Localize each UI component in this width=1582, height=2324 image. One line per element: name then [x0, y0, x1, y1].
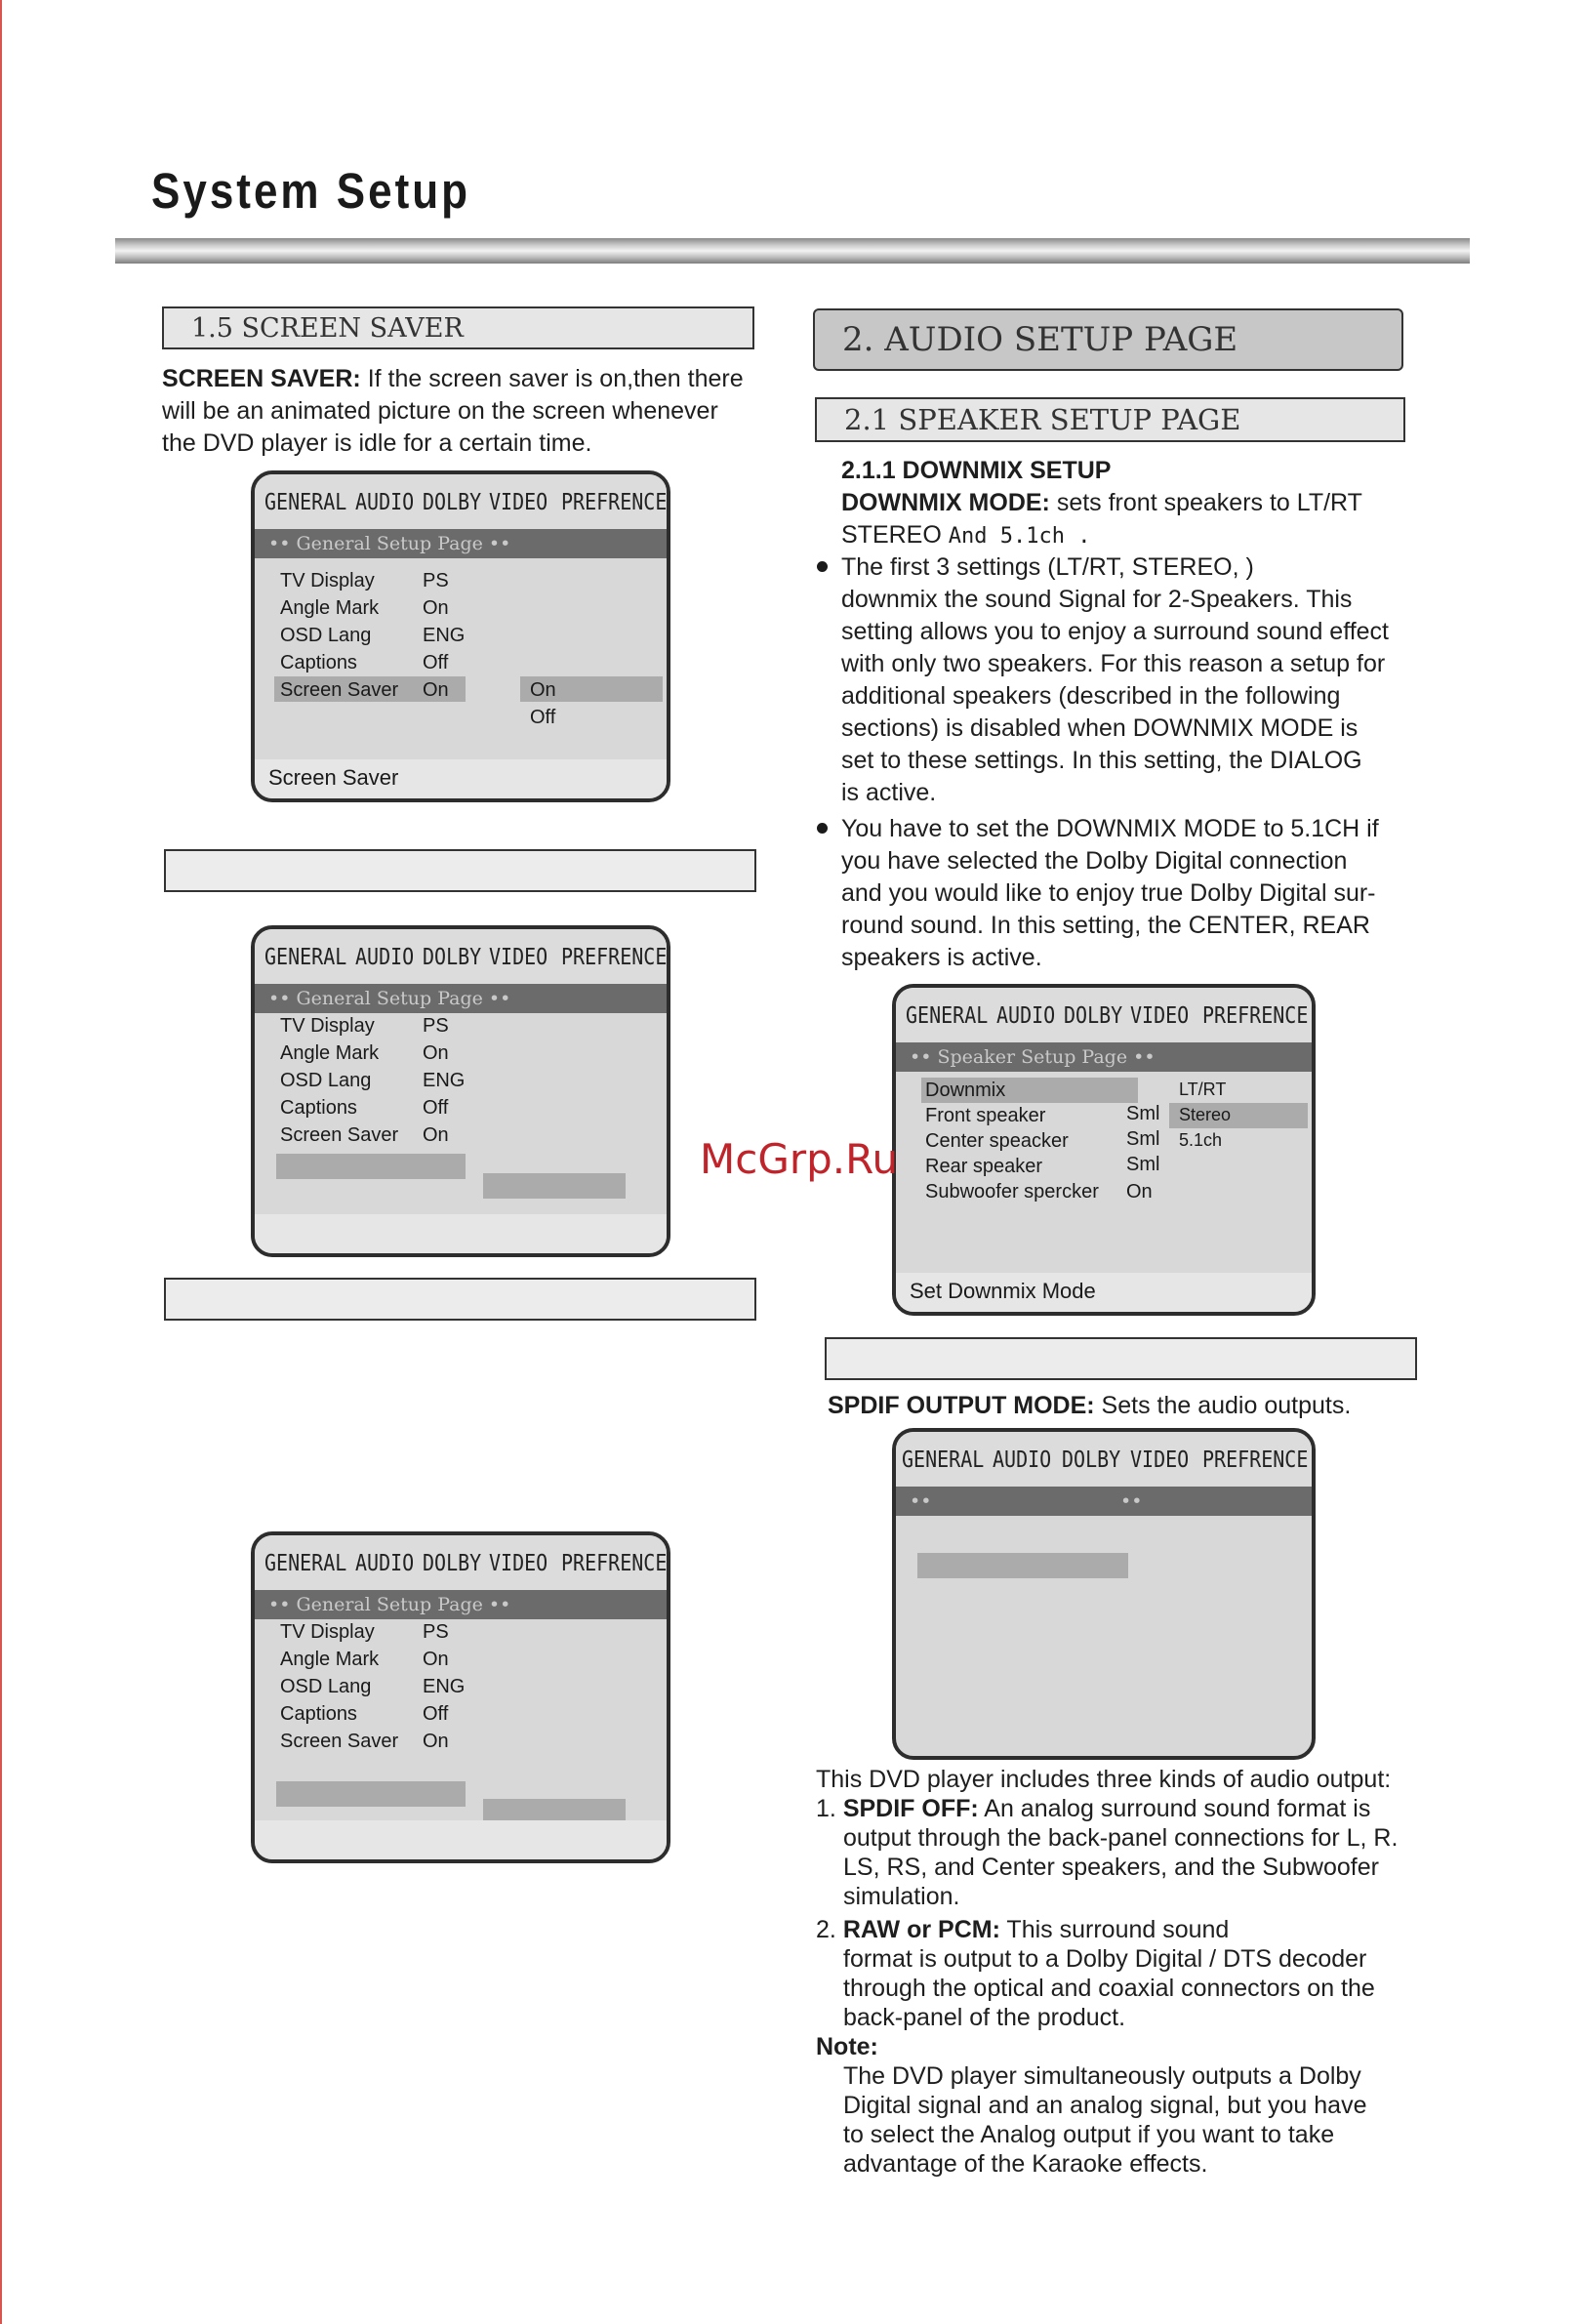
menu-item-label[interactable]: Downmix: [925, 1080, 1006, 1101]
menu-item-value: On: [1126, 1181, 1153, 1203]
menu-item-value: PS: [423, 1015, 449, 1037]
menu-item-label[interactable]: Captions: [280, 652, 357, 673]
bullet-1-line: is active.: [841, 779, 937, 806]
screen-saver-label: SCREEN SAVER:: [162, 365, 361, 392]
audio-output-list: [816, 1765, 1398, 2179]
menu-item-label[interactable]: OSD Lang: [280, 625, 372, 646]
tab-audio[interactable]: AUDIO: [996, 1001, 1056, 1029]
note-text: to select the Analog output if you want to take: [843, 2121, 1335, 2148]
option-stereo[interactable]: Stereo: [1179, 1105, 1232, 1124]
tab-video[interactable]: VIDEO: [489, 488, 548, 515]
bullet-1-line: setting allows you to enjoy a surround sound effect: [841, 618, 1389, 645]
menu-item-value: Sml: [1126, 1154, 1160, 1175]
spdif-off-label: SPDIF OFF:: [842, 1795, 979, 1822]
blank-section-bar: [825, 1337, 1417, 1380]
osd-menu-screen-saver: [251, 470, 670, 802]
bullet-2-paragraph: [841, 813, 1379, 974]
spdif-label: SPDIF OUTPUT MODE:: [828, 1392, 1095, 1419]
menu-tabs: [255, 929, 667, 984]
screen-saver-text-3: the DVD player is idle for a certain time.: [162, 429, 592, 457]
tab-dolby[interactable]: DOLBY: [423, 943, 482, 970]
raw-pcm-text: back-panel of the product.: [843, 2004, 1126, 2031]
screen-saver-text-2: will be an animated picture on the screen whenever: [162, 397, 718, 425]
tab-preference[interactable]: PREFRENCE: [1202, 1446, 1309, 1473]
menu-footer: Set Downmix Mode: [896, 1273, 1312, 1312]
tab-video[interactable]: VIDEO: [1130, 1446, 1190, 1473]
menu-item-value: Off: [423, 1703, 449, 1725]
section-1-5-bar: [162, 306, 754, 349]
bullet-2-line: and you would like to enjoy true Dolby Digital sur-: [841, 879, 1376, 907]
tab-audio[interactable]: AUDIO: [355, 1549, 415, 1576]
tab-audio[interactable]: AUDIO: [355, 943, 415, 970]
downmix-text-2b: And 5.1ch .: [948, 524, 1091, 549]
screen-saver-paragraph: [162, 363, 744, 460]
tab-preference[interactable]: PREFRENCE: [561, 943, 668, 970]
menu-tabs: [255, 1535, 667, 1590]
osd-menu-speaker-setup: [892, 984, 1316, 1316]
menu-item-label[interactable]: Screen Saver: [280, 1124, 399, 1146]
tab-general[interactable]: GENERAL: [906, 1001, 989, 1029]
spdif-paragraph: [828, 1390, 1351, 1422]
menu-item-value: ENG: [423, 625, 466, 646]
tab-preference[interactable]: PREFRENCE: [561, 488, 668, 515]
item-number: 1.: [816, 1795, 836, 1822]
menu-subtitle: •• General Setup Page ••: [255, 529, 667, 558]
option-lt-rt[interactable]: LT/RT: [1179, 1080, 1227, 1099]
bullet-dot: [817, 823, 828, 834]
tab-general[interactable]: GENERAL: [264, 488, 347, 515]
watermark-text: McGrp.Ru: [700, 1135, 899, 1183]
tab-general[interactable]: GENERAL: [902, 1446, 985, 1473]
menu-item-value: PS: [423, 570, 449, 591]
menu-item-label[interactable]: Rear speaker: [925, 1156, 1043, 1177]
bullet-1-line: downmix the sound Signal for 2-Speakers. This: [841, 586, 1353, 613]
raw-pcm-text: This surround sound: [999, 1916, 1230, 1943]
tab-dolby[interactable]: DOLBY: [423, 1549, 482, 1576]
menu-tabs: [255, 474, 667, 529]
menu-item-label[interactable]: Center speacker: [925, 1130, 1069, 1152]
spdif-off-text: An analog surround sound format is: [978, 1795, 1371, 1822]
tab-dolby[interactable]: DOLBY: [1064, 1001, 1123, 1029]
tab-general[interactable]: GENERAL: [264, 943, 347, 970]
menu-item-label[interactable]: Screen Saver: [280, 1731, 399, 1752]
menu-item-value: Off: [423, 1097, 449, 1119]
selected-row-highlight: [276, 1781, 466, 1807]
menu-item-label[interactable]: TV Display: [280, 1015, 375, 1037]
selected-row-highlight: [917, 1553, 1128, 1578]
menu-item-value: On: [423, 597, 449, 619]
menu-subtitle: [896, 1487, 1312, 1516]
option-off[interactable]: Off: [530, 707, 556, 728]
osd-menu-general-3: [251, 1531, 670, 1863]
raw-pcm-text: through the optical and coaxial connectors on the: [843, 1975, 1375, 2002]
bullet-1-paragraph: [841, 551, 1389, 809]
tab-video[interactable]: VIDEO: [489, 1549, 548, 1576]
page-title: System Setup: [151, 164, 470, 220]
downmix-heading: 2.1.1 DOWNMIX SETUP: [841, 457, 1112, 484]
section-1-5-title: 1.5 SCREEN SAVER: [191, 312, 464, 344]
blank-section-bar: [164, 849, 756, 892]
menu-item-label[interactable]: Angle Mark: [280, 597, 380, 619]
menu-item-value: On: [423, 1649, 449, 1670]
menu-item-label[interactable]: Captions: [280, 1703, 357, 1725]
spdif-off-text: output through the back-panel connections for L, R.: [843, 1824, 1399, 1852]
menu-item-value: On: [423, 1042, 449, 1064]
bullet-2-line: round sound. In this setting, the CENTER, REAR: [841, 912, 1370, 939]
menu-tabs: [896, 1432, 1312, 1487]
spdif-off-text: LS, RS, and Center speakers, and the Subwoofer: [843, 1854, 1379, 1881]
menu-item-label[interactable]: Captions: [280, 1097, 357, 1119]
section-2-bar: [813, 308, 1403, 371]
bullet-1-line: additional speakers (described in the following: [841, 682, 1341, 710]
bullet-1-line: sections) is disabled when DOWNMIX MODE is: [841, 714, 1359, 742]
menu-item-label[interactable]: Subwoofer spercker: [925, 1181, 1099, 1203]
option-5-1ch[interactable]: 5.1ch: [1179, 1130, 1223, 1150]
raw-label: RAW or: [842, 1916, 932, 1943]
tab-dolby[interactable]: DOLBY: [423, 488, 482, 515]
menu-item-label[interactable]: OSD Lang: [280, 1676, 372, 1697]
screen-saver-text-1: If the screen saver is on,then there: [360, 365, 744, 392]
menu-item-value: On: [423, 679, 449, 701]
bullet-2-line: you have selected the Dolby Digital connection: [841, 847, 1348, 875]
spdif-off-text: simulation.: [843, 1883, 960, 1910]
title-rule: [115, 238, 1470, 264]
menu-item-value: ENG: [423, 1070, 466, 1091]
tab-audio[interactable]: AUDIO: [355, 488, 415, 515]
bullet-1-line: The first 3 settings (LT/RT, STEREO, ): [841, 553, 1254, 581]
downmix-text-1: sets front speakers to LT/RT: [1049, 489, 1362, 516]
menu-item-label[interactable]: TV Display: [280, 1621, 375, 1643]
bullet-2-line: speakers is active.: [841, 944, 1042, 971]
menu-footer: [255, 1820, 667, 1859]
menu-tabs: [896, 988, 1312, 1042]
menu-item-label[interactable]: Screen Saver: [280, 679, 399, 701]
menu-item-value: PS: [423, 1621, 449, 1643]
item-number: 2.: [816, 1916, 836, 1943]
tab-preference[interactable]: PREFRENCE: [1202, 1001, 1309, 1029]
tab-video[interactable]: VIDEO: [489, 943, 548, 970]
menu-subtitle: •• General Setup Page ••: [255, 1590, 667, 1619]
menu-subtitle: •• General Setup Page ••: [255, 984, 667, 1013]
blank-section-bar: [164, 1278, 756, 1321]
option-on[interactable]: On: [530, 679, 556, 701]
audio-output-intro: This DVD player includes three kinds of audio output:: [816, 1766, 1392, 1793]
bullet-dot: [817, 561, 828, 572]
bullet-1-line: with only two speakers. For this reason a setup for: [841, 650, 1386, 677]
menu-footer: Screen Saver: [255, 759, 667, 798]
downmix-text-2a: STEREO: [841, 521, 942, 549]
tab-video[interactable]: VIDEO: [1130, 1001, 1190, 1029]
selected-option-highlight: [483, 1173, 626, 1199]
menu-item-label[interactable]: OSD Lang: [280, 1070, 372, 1091]
note-text: advantage of the Karaoke effects.: [843, 2150, 1208, 2178]
selected-row-highlight: [276, 1154, 466, 1179]
tab-audio[interactable]: AUDIO: [993, 1446, 1052, 1473]
section-2-1-title: 2.1 SPEAKER SETUP PAGE: [844, 403, 1241, 436]
note-text: Digital signal and an analog signal, but you have: [843, 2092, 1367, 2119]
tab-general[interactable]: GENERAL: [264, 1549, 347, 1576]
downmix-label: DOWNMIX MODE:: [841, 489, 1050, 516]
section-2-title: 2. AUDIO SETUP PAGE: [842, 320, 1238, 359]
menu-item-value: On: [423, 1124, 449, 1146]
bullet-1-line: set to these settings. In this setting, the DIALOG: [841, 747, 1362, 774]
osd-menu-general-2: [251, 925, 670, 1257]
downmix-paragraph: [841, 455, 1362, 552]
bullet-2-line: You have to set the DOWNMIX MODE to 5.1CH if: [841, 815, 1379, 842]
menu-item-value: Sml: [1126, 1128, 1160, 1150]
menu-item-value: ENG: [423, 1676, 466, 1697]
note-label: Note:: [816, 2033, 878, 2060]
tab-preference[interactable]: PREFRENCE: [561, 1549, 668, 1576]
osd-menu-spdif: [892, 1428, 1316, 1760]
raw-pcm-text: format is output to a Dolby Digital / DTS decoder: [843, 1945, 1367, 1973]
section-2-1-bar: [815, 397, 1405, 442]
menu-item-label[interactable]: Angle Mark: [280, 1649, 380, 1670]
subtitle-dots-right: ••: [1120, 1490, 1143, 1512]
subtitle-dots-left: ••: [910, 1490, 932, 1512]
pcm-label: PCM:: [938, 1916, 1000, 1943]
menu-item-label[interactable]: Front speaker: [925, 1105, 1046, 1126]
note-text: The DVD player simultaneously outputs a Dolby: [843, 2062, 1361, 2090]
tab-dolby[interactable]: DOLBY: [1062, 1446, 1121, 1473]
page-edge-line: [0, 0, 2, 2324]
menu-item-value: On: [423, 1731, 449, 1752]
menu-item-value: Off: [423, 652, 449, 673]
menu-footer: [255, 1214, 667, 1253]
spdif-text: Sets the audio outputs.: [1094, 1392, 1352, 1419]
menu-item-label[interactable]: Angle Mark: [280, 1042, 380, 1064]
menu-item-value: Sml: [1126, 1103, 1160, 1124]
menu-item-label[interactable]: TV Display: [280, 570, 375, 591]
menu-subtitle: •• Speaker Setup Page ••: [896, 1042, 1312, 1072]
